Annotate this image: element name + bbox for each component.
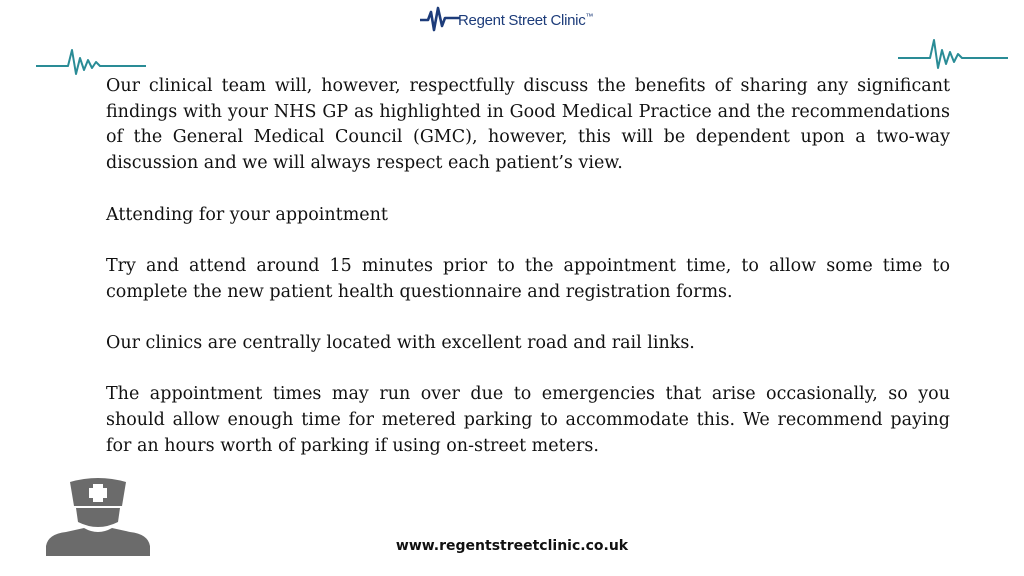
section-heading-attending: Attending for your appointment [106,204,388,225]
paragraph-location: Our clinics are centrally located with excellent road and rail links. [106,332,695,353]
paragraph-parking: The appointment times may run over due to emergencies that arise occasionally, so you should allow enough time for metered parking to accommodate this. We recommend paying for an hours worth of parking if using on-street meters. [106,384,950,456]
logo-text: Regent Street Clinic™ [458,12,594,29]
footer-website-link[interactable]: www.regentstreetclinic.co.uk [395,538,629,554]
heartbeat-logo-icon [420,6,460,36]
clinic-logo [420,4,610,38]
pulse-line-right-icon [898,34,1008,74]
paragraph-gp-sharing: Our clinical team will, however, respectfully discuss the benefits of sharing any significant findings with your NHS GP as highlighted in Good Medical Practice and the recommendations of the General Medical Council (GMC), however, this will be dependent upon a two-way discussion and we will always respect each patient’s view. [106,76,950,174]
main-content [106,74,950,485]
paragraph-arrival-time: Try and attend around 15 minutes prior to the appointment time, to allow some time to complete the new patient health questionnaire and registration forms. [106,255,950,302]
